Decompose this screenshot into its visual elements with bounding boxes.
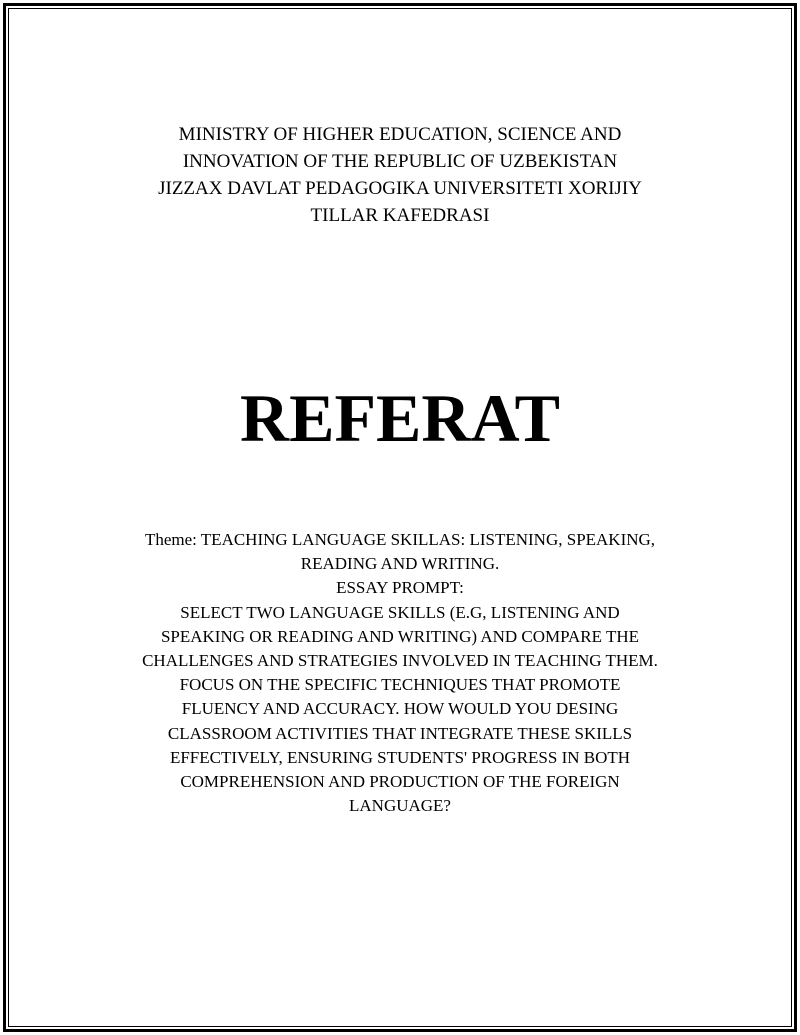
- prompt-line-2: SPEAKING OR READING AND WRITING) AND COMPARE THE: [160, 626, 640, 646]
- header-line-4: TILLAR KAFEDRASI: [310, 205, 490, 226]
- prompt-line-1: SELECT TWO LANGUAGE SKILLS (E.G, LISTENING AND: [180, 602, 620, 622]
- prompt-line-6: CLASSROOM ACTIVITIES THAT INTEGRATE THESE SKILLS: [167, 723, 633, 743]
- prompt-line-3: CHALLENGES AND STRATEGIES INVOLVED IN TEACHING THEM.: [142, 651, 658, 671]
- theme-line-2: READING AND WRITING.: [300, 554, 500, 574]
- header-line-3: JIZZAX DAVLAT PEDAGOGIKA UNIVERSITETI XORIJIY: [158, 178, 642, 199]
- theme-line-1: Theme: TEACHING LANGUAGE SKILLAS: LISTENING, SPEAKING,: [144, 530, 656, 549]
- theme-and-prompt: [90, 528, 710, 818]
- prompt-line-7: EFFECTIVELY, ENSURING STUDENTS' PROGRESS IN BOTH: [169, 747, 631, 767]
- document-title: REFERAT: [240, 380, 560, 456]
- prompt-heading: ESSAY PROMPT:: [336, 578, 464, 598]
- prompt-line-9: LANGUAGE?: [349, 796, 451, 816]
- institution-header: [100, 121, 700, 229]
- header-line-2: INNOVATION OF THE REPUBLIC OF UZBEKISTAN: [182, 151, 618, 172]
- prompt-line-4: FOCUS ON THE SPECIFIC TECHNIQUES THAT PROMOTE: [179, 675, 621, 695]
- prompt-line-8: COMPREHENSION AND PRODUCTION OF THE FOREIGN: [180, 772, 620, 792]
- prompt-line-5: FLUENCY AND ACCURACY. HOW WOULD YOU DESING: [181, 699, 619, 719]
- header-line-1: MINISTRY OF HIGHER EDUCATION, SCIENCE AND: [178, 124, 622, 145]
